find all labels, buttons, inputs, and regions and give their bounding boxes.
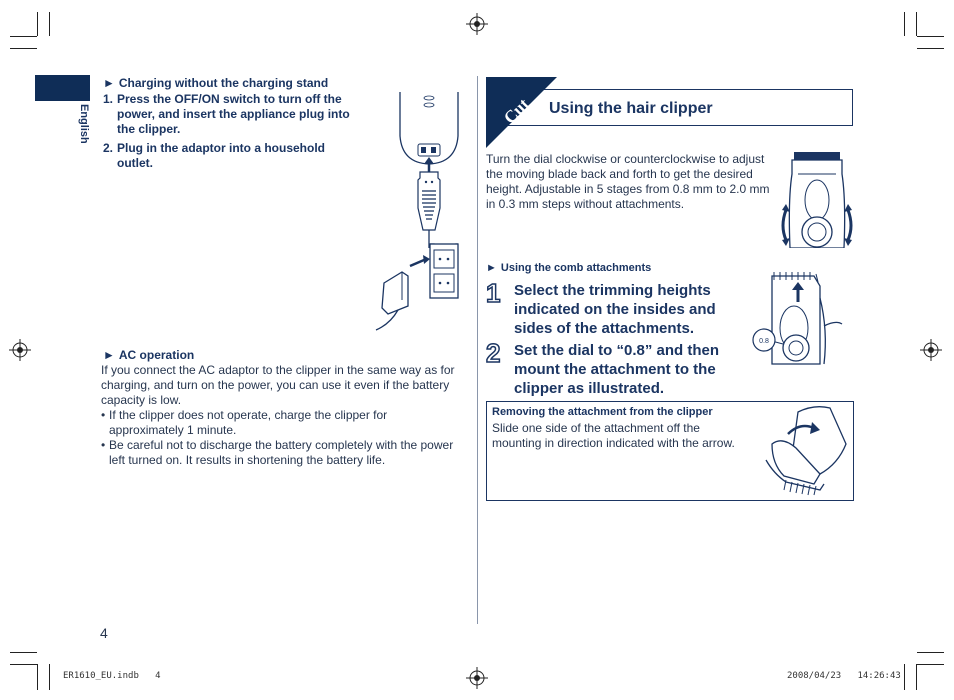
triangle-bullet-icon: ► bbox=[103, 348, 115, 362]
crop-mark bbox=[10, 664, 37, 665]
crop-mark bbox=[904, 12, 905, 36]
crop-mark bbox=[10, 48, 37, 49]
registration-mark-icon bbox=[466, 13, 488, 35]
ac-description: If you connect the AC adaptor to the clipper in the same way as for charging, and turn on the power, you can use it even if the battery capacity is low. bbox=[101, 363, 455, 407]
crop-mark bbox=[917, 664, 944, 665]
section-title: Using the hair clipper bbox=[549, 100, 713, 117]
section-tag: Cut bbox=[500, 94, 533, 128]
charging-step-1: 1. Press the OFF/ON switch to turn off the power, and insert the appliance plug into the clipper. bbox=[103, 92, 350, 136]
comb-step-1: Select the trimming heights indicated on the insides and sides of the attachments. bbox=[514, 282, 716, 337]
crop-mark bbox=[904, 664, 905, 690]
column-divider bbox=[477, 76, 478, 624]
language-label: English bbox=[78, 104, 90, 144]
page-number: 4 bbox=[100, 625, 108, 641]
remove-heading: Removing the attachment from the clipper bbox=[492, 406, 713, 418]
charging-step-2: 2. Plug in the adaptor into a household outlet. bbox=[103, 141, 325, 170]
triangle-bullet-icon: ► bbox=[103, 76, 115, 90]
step-number: 1 bbox=[486, 278, 501, 308]
registration-mark-icon bbox=[9, 339, 31, 361]
crop-mark bbox=[917, 48, 944, 49]
charging-heading: ► Charging without the charging stand bbox=[103, 76, 329, 90]
clipper-dial-illustration bbox=[778, 150, 856, 248]
crop-mark bbox=[37, 664, 38, 690]
crop-mark bbox=[49, 12, 50, 36]
crop-mark bbox=[10, 652, 37, 653]
crop-mark bbox=[49, 664, 50, 690]
crop-mark bbox=[917, 652, 944, 653]
print-timestamp: 2008/04/23 14:26:43 bbox=[787, 671, 901, 681]
intro-text: Turn the dial clockwise or counterclockwise to adjust the moving blade back and forth to get the desired height. Adjustable in 5 stages from 0.8 mm to 2.0 mm in 0.3 mm steps without attachments. bbox=[486, 152, 770, 211]
comb-heading: ► Using the comb attachments bbox=[486, 262, 652, 274]
crop-mark bbox=[916, 12, 917, 36]
ac-bullet: • If the clipper does not operate, charge the clipper for approximately 1 minute. bbox=[101, 408, 388, 437]
registration-mark-icon bbox=[920, 339, 942, 361]
crop-mark bbox=[37, 12, 38, 36]
crop-mark bbox=[917, 36, 944, 37]
attachment-illustration bbox=[748, 270, 848, 366]
ac-heading: ► AC operation bbox=[103, 348, 195, 362]
registration-mark-icon bbox=[466, 667, 488, 689]
comb-step-2: Set the dial to “0.8” and then mount the attachment to the clipper as illustrated. bbox=[514, 342, 720, 397]
ac-bullet: • Be careful not to discharge the battery completely with the power left turned on. It results in shortening the battery life. bbox=[101, 438, 454, 467]
step-number: 2 bbox=[486, 338, 501, 368]
dial-setting-label: 0.8 bbox=[759, 338, 769, 345]
charging-illustration bbox=[372, 88, 467, 338]
removing-illustration bbox=[758, 404, 850, 496]
crop-mark bbox=[916, 664, 917, 690]
file-info: ER1610_EU.indb 4 bbox=[63, 671, 161, 681]
language-tab bbox=[35, 75, 90, 101]
triangle-bullet-icon: ► bbox=[486, 262, 497, 274]
remove-text: Slide one side of the attachment off the mounting in direction indicated with the arrow. bbox=[492, 421, 735, 450]
crop-mark bbox=[10, 36, 37, 37]
